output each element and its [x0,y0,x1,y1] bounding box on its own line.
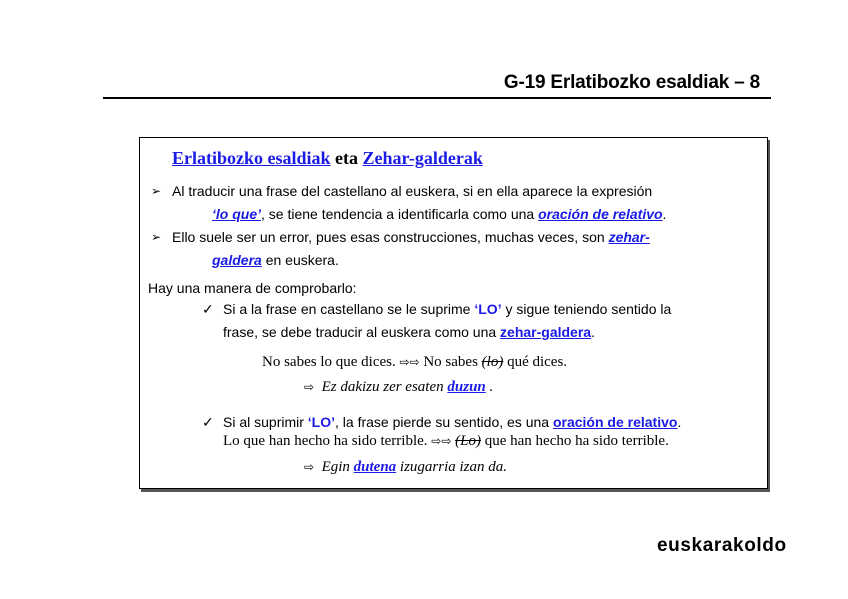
check-intro: Hay una manera de comprobarlo: [148,280,357,296]
example1-trans-start: Ez dakizu zer esaten [321,379,448,395]
example1-part2: No sabes [419,354,482,370]
example2-spanish: Lo que han hecho ha sido terrible. [223,433,428,449]
bullet2-line1 [172,226,650,249]
erlatibozko-link[interactable]: Erlatibozko esaldiak [172,148,331,168]
check1-end: . [591,324,595,340]
outline-right-arrow-icon: ⇨ [304,380,315,394]
check1-start: Si a la frase en castellano se le suprime [223,301,475,317]
header-rule [103,97,771,99]
bullet2-start: Ello suele ser un error, pues esas construcciones, muchas veces, son [172,229,609,245]
bullet2-end: en euskera. [261,252,339,268]
checkmark-icon: ✓ [202,301,214,317]
bullet1-line2 [172,203,666,226]
double-arrow-icon: ⇨⇨ [431,434,452,448]
check2-line1 [223,411,681,434]
example1-trans-end: . [485,379,494,395]
example1-line [262,354,567,371]
content-box [139,137,768,489]
bullet1-line1: Al traducir una frase del castellano al euskera, si en ella aparece la expresión [172,183,653,199]
example2-trans-end: izugarria izan da. [396,459,508,475]
arrowhead-bullet-icon: ➢ [151,184,162,198]
zehar-galdera-link[interactable]: zehar-galdera [500,324,592,340]
example2-translation [304,459,507,476]
check1-mid: y sigue teniendo sentido la [501,301,672,317]
lo-quote-1: ‘LO’ [474,301,502,317]
check1-line1 [223,298,671,321]
example1-part3: qué dices. [503,354,568,370]
zehar-galderak-link[interactable]: Zehar-galderak [362,148,483,168]
bullet2-line2 [172,249,339,272]
struck-lo-1: (lo) [481,354,504,370]
bullet1-end: . [662,206,667,222]
lo-que-link[interactable]: ‘lo que’ [212,206,261,222]
dutena-link[interactable]: dutena [353,459,397,475]
check1-line2 [223,321,595,344]
check2-end: . [677,414,682,430]
check2-mid: , la frase pierde su sentido, es una [335,414,553,430]
example2-part3: que han hecho ha sido terrible. [480,433,669,449]
zehar-link-part1[interactable]: zehar- [608,229,650,245]
duzun-link[interactable]: duzun [447,379,486,395]
box-title [172,148,483,169]
double-arrow-icon: ⇨⇨ [399,355,420,369]
oracion-relativo-link-1[interactable]: oración de relativo [538,206,663,222]
example1-translation [304,379,493,396]
example2-line [223,433,669,450]
title-conjunction: eta [330,148,363,168]
example2-trans-start: Egin [321,459,354,475]
check1-line2-start: frase, se debe traducir al euskera como una [223,324,501,340]
bullet1-mid-text: , se tiene tendencia a identificarla como una [261,206,539,222]
lo-quote-2: ‘LO’ [307,414,336,430]
example1-spanish: No sabes lo que dices. [262,354,396,370]
arrowhead-bullet-icon: ➢ [151,230,162,244]
galdera-link-part2[interactable]: galdera [212,252,262,268]
struck-lo-2: (Lo) [455,433,481,449]
outline-right-arrow-icon: ⇨ [304,460,315,474]
checkmark-icon: ✓ [202,414,214,430]
check2-start: Si al suprimir [223,414,308,430]
page-title: G-19 Erlatibozko esaldiak – 8 [503,72,760,93]
oracion-relativo-link-2[interactable]: oración de relativo [552,414,678,430]
brand-logo: euskarakoldo [657,535,787,556]
